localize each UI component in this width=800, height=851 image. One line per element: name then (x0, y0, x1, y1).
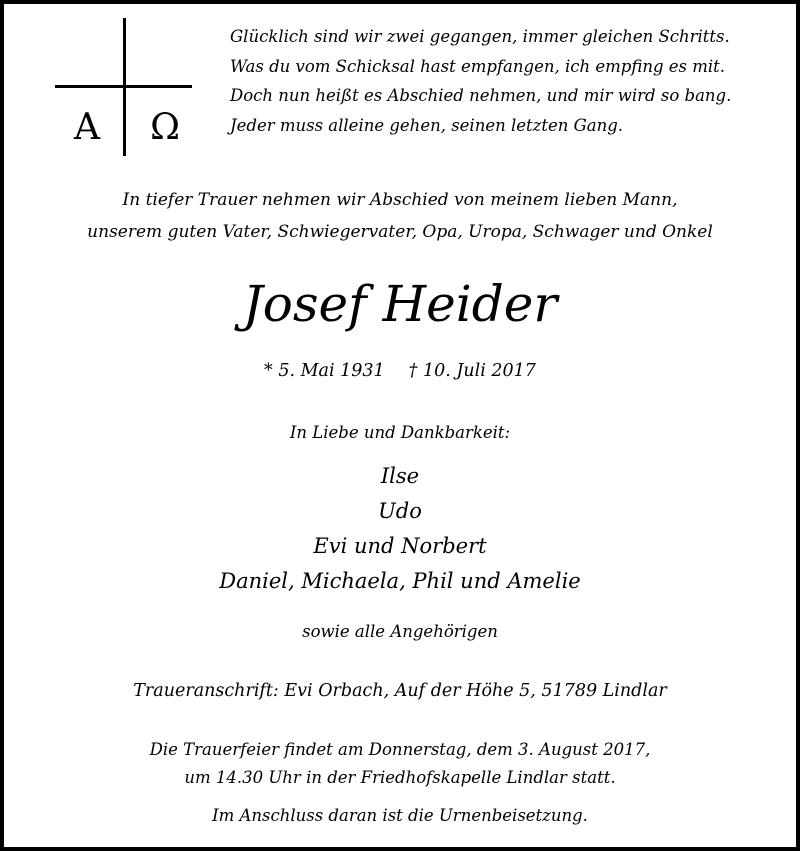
intro-line: In tiefer Trauer nehmen wir Abschied von meinem lieben Mann, (122, 190, 678, 210)
ceremony-line: Die Trauerfeier findet am Donnerstag, dem 3. August 2017, (149, 740, 651, 759)
family-member: Ilse (380, 464, 420, 488)
other-relatives: sowie alle Angehörigen (302, 622, 498, 641)
death-date: † 10. Juli 2017 (408, 361, 536, 381)
deceased-name: Josef Heider (242, 275, 558, 333)
family-member: Daniel, Michaela, Phil und Amelie (219, 569, 581, 593)
ceremony-info (4, 736, 796, 792)
poem-line: Doch nun heißt es Abschied nehmen, und mir wird so bang. (230, 86, 732, 105)
family-member: Udo (378, 499, 422, 523)
life-dates (4, 357, 796, 385)
poem-line: Glücklich sind wir zwei gegangen, immer gleichen Schritts. (230, 27, 730, 46)
alpha-symbol: A (74, 107, 100, 148)
intro-line: unserem guten Vater, Schwiegervater, Opa, Uropa, Schwager und Onkel (87, 222, 713, 242)
burial-info: Im Anschluss daran ist die Urnenbeisetzung. (212, 806, 588, 825)
ceremony-line: um 14.30 Uhr in der Friedhofskapelle Lindlar statt. (184, 768, 616, 787)
birth-date: * 5. Mai 1931 (264, 361, 385, 381)
family-list (4, 459, 796, 599)
intro-text (4, 184, 796, 248)
omega-symbol: Ω (150, 107, 180, 148)
cross-horizontal-bar (55, 85, 192, 88)
thanks-heading: In Liebe und Dankbarkeit: (289, 423, 511, 442)
mourning-address: Traueranschrift: Evi Orbach, Auf der Höhe 5, 51789 Lindlar (133, 681, 667, 701)
family-member: Evi und Norbert (313, 534, 487, 558)
poem (230, 22, 731, 140)
poem-line: Jeder muss alleine gehen, seinen letzten Gang. (230, 115, 624, 135)
poem-line: Was du vom Schicksal hast empfangen, ich empfing es mit. (230, 56, 726, 76)
